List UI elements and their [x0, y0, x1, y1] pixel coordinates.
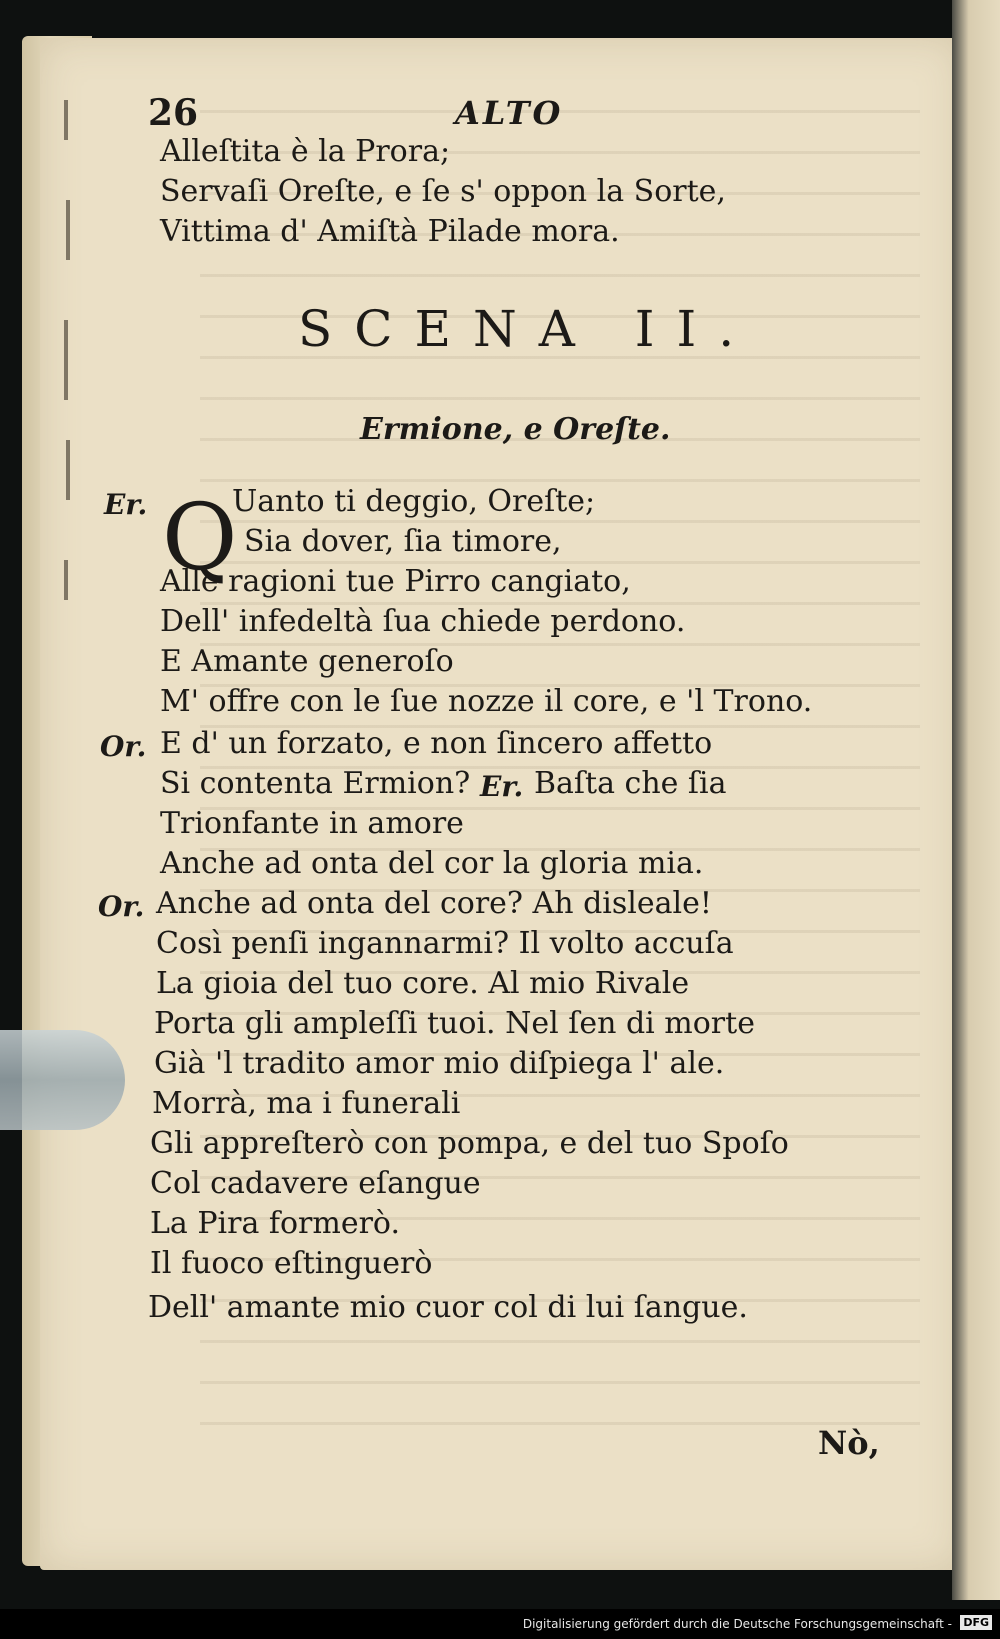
verse-line: Uanto ti deggio, Oreſte;	[232, 484, 596, 519]
running-head: ALTO	[455, 94, 564, 132]
verse-line: Già 'l tradito amor mio diſpiega l' ale.	[154, 1046, 725, 1081]
catchword: Nò,	[818, 1424, 880, 1462]
speaker-label: Or.	[98, 890, 145, 923]
verse-line: Dell' amante mio cuor col di lui ſangue.	[148, 1290, 748, 1325]
verse-line: Dell' infedeltà ſua chiede perdono.	[160, 604, 686, 639]
verse-line: Si contenta Ermion?	[160, 766, 471, 801]
page-number: 26	[148, 92, 199, 134]
facing-page-edge	[952, 0, 1000, 1600]
dfg-logo: DFG	[960, 1615, 992, 1630]
margin-mark	[64, 100, 68, 140]
verse-line: Anche ad onta del cor la gloria mia.	[160, 846, 704, 881]
verse-line: Servaſi Oreſte, e ſe s' oppon la Sorte,	[160, 174, 726, 209]
verse-line: Gli appreſterò con pompa, e del tuo Spoſo	[150, 1126, 789, 1161]
verse-line: Sia dover, ſia timore,	[244, 524, 562, 559]
margin-mark	[66, 200, 70, 260]
page-clip	[0, 1030, 125, 1130]
margin-mark	[64, 320, 68, 400]
digitization-footer	[0, 1609, 1000, 1639]
verse-line: Anche ad onta del core? Ah disleale!	[156, 886, 712, 921]
book-page	[40, 38, 960, 1570]
verse-line: Baſta che ſia	[534, 766, 727, 801]
verse-line: Così penſi ingannarmi? Il volto accuſa	[156, 926, 734, 961]
margin-mark	[64, 560, 68, 600]
verse-line: E d' un forzato, e non ſincero affetto	[160, 726, 713, 761]
verse-line: Porta gli ampleſſi tuoi. Nel ſen di morte	[154, 1006, 755, 1041]
verse-line: M' offre con le ſue nozze il core, e 'l Trono.	[160, 684, 813, 719]
verse-line: Vittima d' Amiſtà Pilade mora.	[160, 214, 620, 249]
verse-line: E Amante generoſo	[160, 644, 454, 679]
verse-line: La gioia del tuo core. Al mio Rivale	[156, 966, 690, 1001]
scene-characters: Ermione, e Oreſte.	[360, 412, 671, 447]
verse-line: Alle ragioni tue Pirro cangiato,	[160, 564, 631, 599]
verse-line: Alleſtita è la Prora;	[160, 134, 451, 169]
verse-line: Morrà, ma i funerali	[152, 1086, 461, 1121]
verse-line: La Pira formerò.	[150, 1206, 401, 1241]
verse-line: Il fuoco eſtinguerò	[150, 1246, 433, 1281]
margin-mark	[66, 440, 70, 500]
drop-cap: Q	[162, 484, 238, 591]
footer-text: Digitalisierung gefördert durch die Deutsche Forschungsgemeinschaft -	[522, 1617, 952, 1631]
speaker-label: Er.	[480, 770, 524, 803]
verse-line: Trionfante in amore	[160, 806, 464, 841]
speaker-label: Er.	[104, 488, 148, 521]
verse-line: Col cadavere eſangue	[150, 1166, 481, 1201]
speaker-label: Or.	[100, 730, 147, 763]
scene-title: SCENA II.	[298, 300, 757, 358]
